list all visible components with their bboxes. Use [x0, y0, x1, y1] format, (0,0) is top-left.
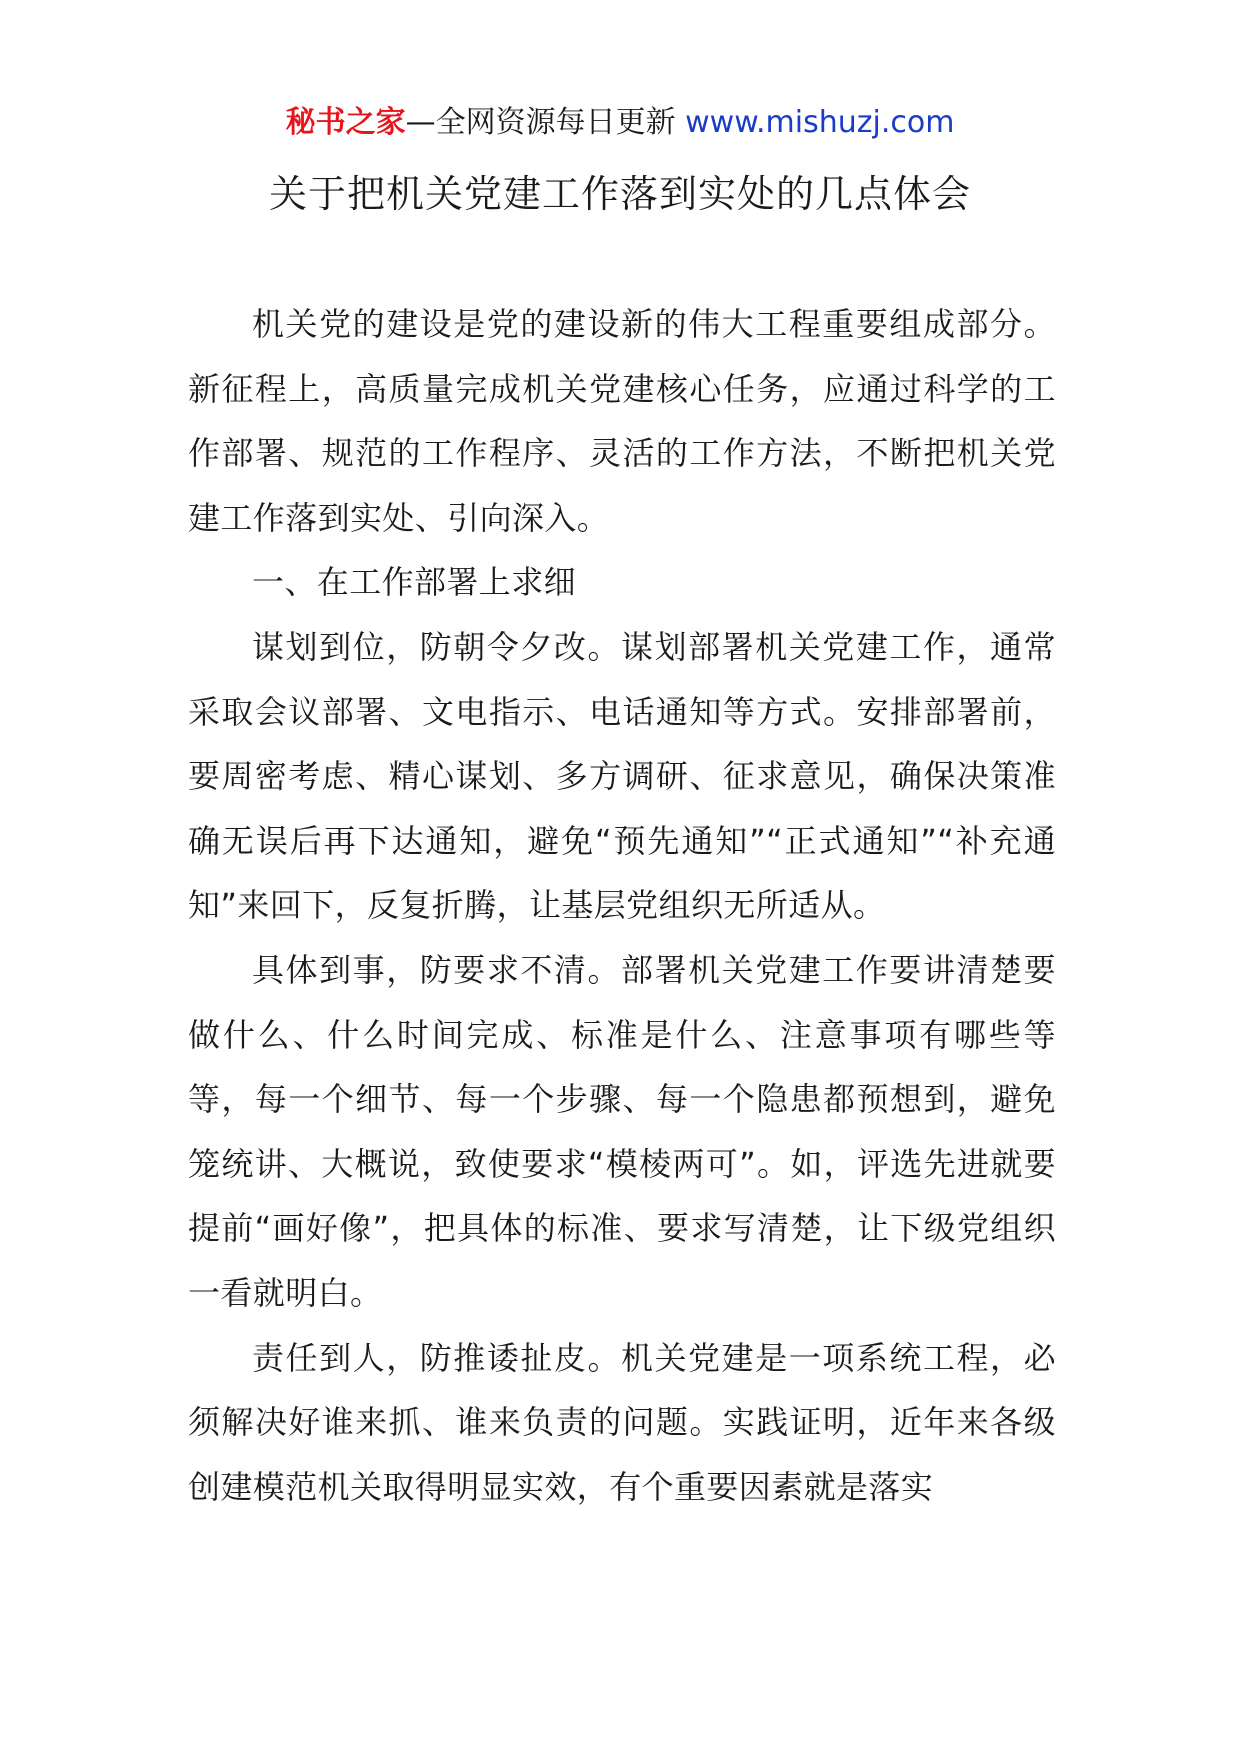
- site-tagline: —全网资源每日更新: [405, 105, 676, 140]
- paragraph-responsibility: 责任到人，防推诿扯皮。机关党建是一项系统工程，必须解决好谁来抓、谁来负责的问题。实践证明，近年来各级创建模范机关取得明显实效，有个重要因素就是落实: [188, 1338, 1056, 1506]
- section-heading: 一、在工作部署上求细: [252, 563, 577, 602]
- site-header: [0, 103, 1240, 143]
- site-url-link[interactable]: www.mishuzj.com: [685, 105, 955, 140]
- document-title: 关于把机关党建工作落到实处的几点体会: [268, 172, 971, 216]
- paragraph-specifics: 具体到事，防要求不清。部署机关党建工作要讲清楚要做什么、什么时间完成、标准是什么、注意事项有哪些等等，每一个细节、每一个步骤、每一个隐患都预想到，避免笼统讲、大概说，致使要求“模棱两可”。如，评选先进就要提前“画好像”，把具体的标准、要求写清楚，让下级党组织一看就明白。: [188, 950, 1056, 1312]
- paragraph-intro: 机关党的建设是党的建设新的伟大工程重要组成部分。新征程上，高质量完成机关党建核心任务，应通过科学的工作部署、规范的工作程序、灵活的工作方法，不断把机关党建工作落到实处、引向深入。: [188, 305, 1056, 537]
- paragraph-planning: 谋划到位，防朝令夕改。谋划部署机关党建工作，通常采取会议部署、文电指示、电话通知等方式。安排部署前，要周密考虑、精心谋划、多方调研、征求意见，确保决策准确无误后再下达通知，避免“预先通知”“正式通知”“补充通知”来回下，反复折腾，让基层党组织无所适从。: [188, 627, 1056, 925]
- brand-name: 秘书之家: [285, 105, 406, 140]
- document-body: [188, 292, 1056, 1519]
